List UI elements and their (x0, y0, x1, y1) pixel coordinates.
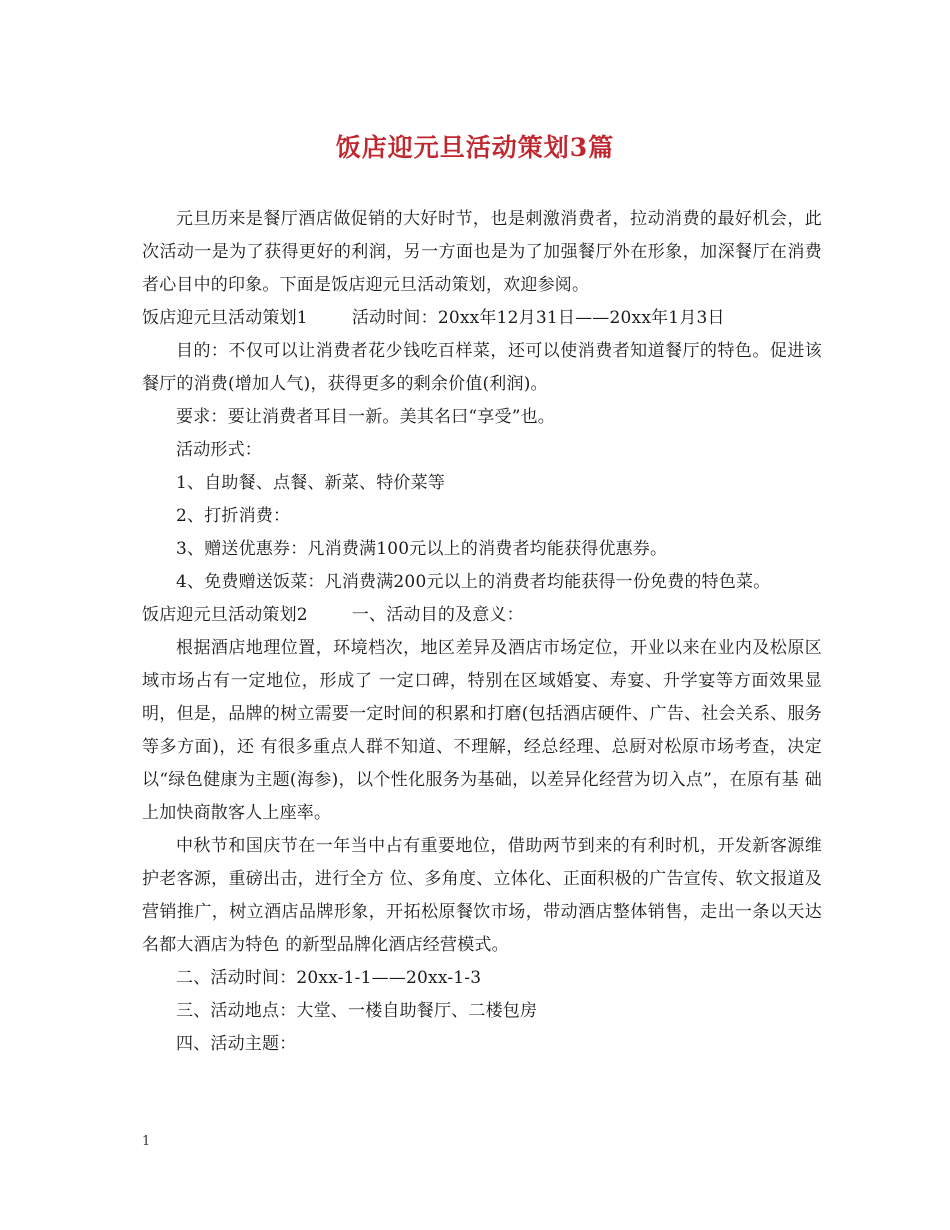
purpose-paragraph: 目的：不仅可以让消费者花少钱吃百样菜，还可以使消费者知道餐厅的特色。促进该餐厅的消费(增加人气)，获得更多的剩余价值(利润)。 (142, 341, 822, 394)
document-title: 饭店迎元旦活动策划3篇 (335, 133, 615, 162)
activity-theme: 四、活动主题： (176, 1034, 297, 1054)
list-item: 4、免费赠送饭菜：凡消费满200元以上的消费者均能获得一份免费的特色菜。 (176, 572, 771, 592)
plan1-time: 活动时间：20xx年12月31日——20xx年1月3日 (351, 308, 725, 328)
activity-form-heading: 活动形式： (176, 440, 262, 460)
requirement-paragraph: 要求：要让消费者耳目一新。美其名曰“享受”也。 (176, 407, 555, 427)
plan2-heading: 饭店迎元旦活动策划2 (142, 605, 308, 625)
intro-paragraph: 元旦历来是餐厅酒店做促销的大好时节，也是刺激消费者，拉动消费的最好机会，此次活动一是为了获得更好的利润，另一方面也是为了加强餐厅外在形象，加深餐厅在消费者心目中的印象。下面是饭店迎元旦活动策划，欢迎参阅。 (142, 209, 822, 295)
list-item: 1、自助餐、点餐、新菜、特价菜等 (176, 473, 446, 493)
activity-location: 三、活动地点：大堂、一楼自助餐厅、二楼包房 (176, 1001, 538, 1021)
list-item: 2、打折消费： (176, 506, 291, 526)
plan2-section: 一、活动目的及意义： (351, 605, 524, 625)
document-body (142, 203, 822, 1061)
page-number: 1 (142, 1134, 151, 1149)
plan1-heading: 饭店迎元旦活动策划1 (142, 308, 308, 328)
background-paragraph: 根据酒店地理位置，环境档次，地区差异及酒店市场定位，开业以来在业内及松原区域市场占有一定地位，形成了 一定口碑，特别在区域婚宴、寿宴、升学宴等方面效果显明，但是，品牌的树立需要一定时间的积累和打磨(包括酒店硬件、广告、社会关系、服务等多方面)，还 有很多重点人群不知道、不理解，经总经理、总厨对松原市场考查，决定以“绿色健康为主题(海参)，以个性化服务为基础，以差异化经营为切入点”，在原有基 础上加快商散客人上座率。 (142, 638, 822, 823)
activity-time: 二、活动时间：20xx-1-1——20xx-1-3 (176, 968, 482, 988)
plan2-heading-line (142, 599, 822, 632)
list-item: 3、赠送优惠券：凡消费满100元以上的消费者均能获得优惠券。 (176, 539, 668, 559)
plan1-heading-line (142, 302, 822, 335)
holiday-paragraph: 中秋节和国庆节在一年当中占有重要地位，借助两节到来的有利时机，开发新客源维护老客源，重磅出击，进行全方 位、多角度、立体化、正面积极的广告宣传、软文报道及营销推广，树立酒店品牌形象，开拓松原餐饮市场，带动酒店整体销售，走出一条以天达名都大酒店为特色 的新型品牌化酒店经营模式。 (142, 836, 822, 955)
